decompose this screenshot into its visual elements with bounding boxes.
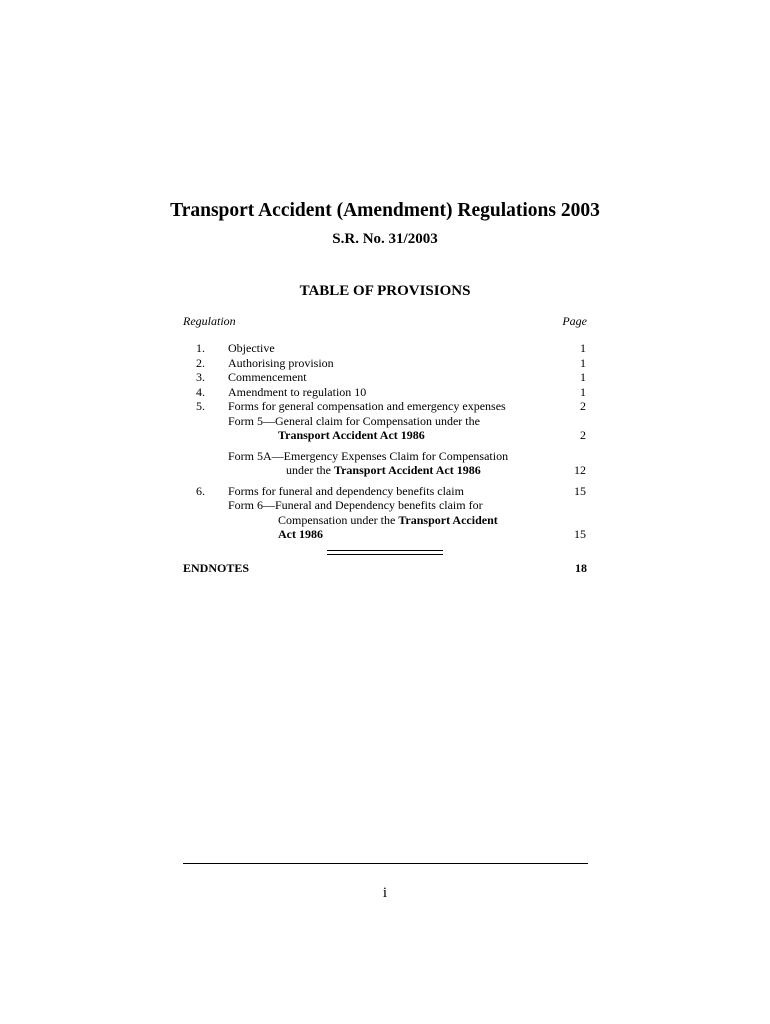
entry-text: Commencement bbox=[228, 370, 307, 384]
entry-number: 6. bbox=[196, 483, 205, 498]
toc-entry[interactable] bbox=[183, 341, 588, 356]
toc-form-entry[interactable] bbox=[183, 414, 588, 443]
toc-entry[interactable] bbox=[183, 484, 588, 499]
entry-text: Forms for funeral and dependency benefits claim bbox=[228, 483, 464, 498]
toc-form-entry[interactable] bbox=[183, 449, 588, 478]
toc-form-entry[interactable] bbox=[183, 498, 588, 542]
section-divider bbox=[327, 550, 443, 555]
column-header-regulation: Regulation bbox=[183, 314, 236, 328]
form5a-line1: Form 5A—Emergency Expenses Claim for Compensation bbox=[228, 448, 509, 463]
form6-line2-prefix: Compensation under the bbox=[278, 512, 399, 527]
entry-text: Authorising provision bbox=[228, 355, 334, 370]
entry-number: 4. bbox=[196, 384, 205, 399]
entry-text: Forms for general compensation and emergency expenses bbox=[228, 399, 506, 413]
toc-entry[interactable] bbox=[183, 370, 588, 385]
entry-page: 15 bbox=[574, 483, 586, 498]
document-title: Transport Accident (Amendment) Regulations 2003 bbox=[170, 200, 600, 221]
entry-number: 2. bbox=[196, 355, 205, 370]
endnotes-page: 18 bbox=[575, 561, 587, 575]
form6-line1: Form 6—Funeral and Dependency benefits claim for bbox=[228, 498, 483, 512]
form6-line3: Act 1986 bbox=[278, 527, 323, 541]
form6-line2 bbox=[228, 513, 543, 528]
sr-number: S.R. No. 31/2003 bbox=[332, 231, 438, 247]
entry-text: Amendment to regulation 10 bbox=[228, 384, 367, 399]
form5-line1: Form 5—General claim for Compensation under the bbox=[228, 413, 480, 428]
page-folio: i bbox=[382, 885, 388, 901]
entry-number: 3. bbox=[196, 370, 205, 384]
entry-page: 1 bbox=[580, 384, 586, 399]
entry-page: 2 bbox=[580, 399, 586, 413]
entry-number: 5. bbox=[196, 399, 205, 413]
toc-list bbox=[183, 341, 588, 542]
form6-page: 15 bbox=[574, 527, 586, 541]
footer-rule bbox=[183, 863, 588, 864]
entry-page: 1 bbox=[580, 370, 586, 384]
toc-heading: TABLE OF PROVISIONS bbox=[299, 283, 471, 299]
form5-page: 2 bbox=[580, 428, 586, 442]
form5a-page: 12 bbox=[574, 463, 586, 477]
entry-number: 1. bbox=[196, 341, 205, 355]
entry-page: 1 bbox=[580, 355, 586, 370]
form5-line2: Transport Accident Act 1986 bbox=[278, 428, 425, 442]
toc-entry[interactable] bbox=[183, 356, 588, 371]
form5a-line2-act: Transport Accident Act 1986 bbox=[333, 463, 481, 477]
endnotes-label[interactable]: ENDNOTES bbox=[183, 561, 250, 575]
entry-text: Objective bbox=[228, 341, 275, 355]
form5a-line2 bbox=[228, 463, 543, 478]
form5a-line2-prefix: under the bbox=[286, 463, 334, 477]
entry-page: 1 bbox=[580, 341, 586, 355]
column-header-page: Page bbox=[562, 314, 587, 328]
toc-entry[interactable] bbox=[183, 399, 588, 414]
toc-entry[interactable] bbox=[183, 385, 588, 400]
form6-line2-act: Transport Accident bbox=[398, 512, 498, 527]
